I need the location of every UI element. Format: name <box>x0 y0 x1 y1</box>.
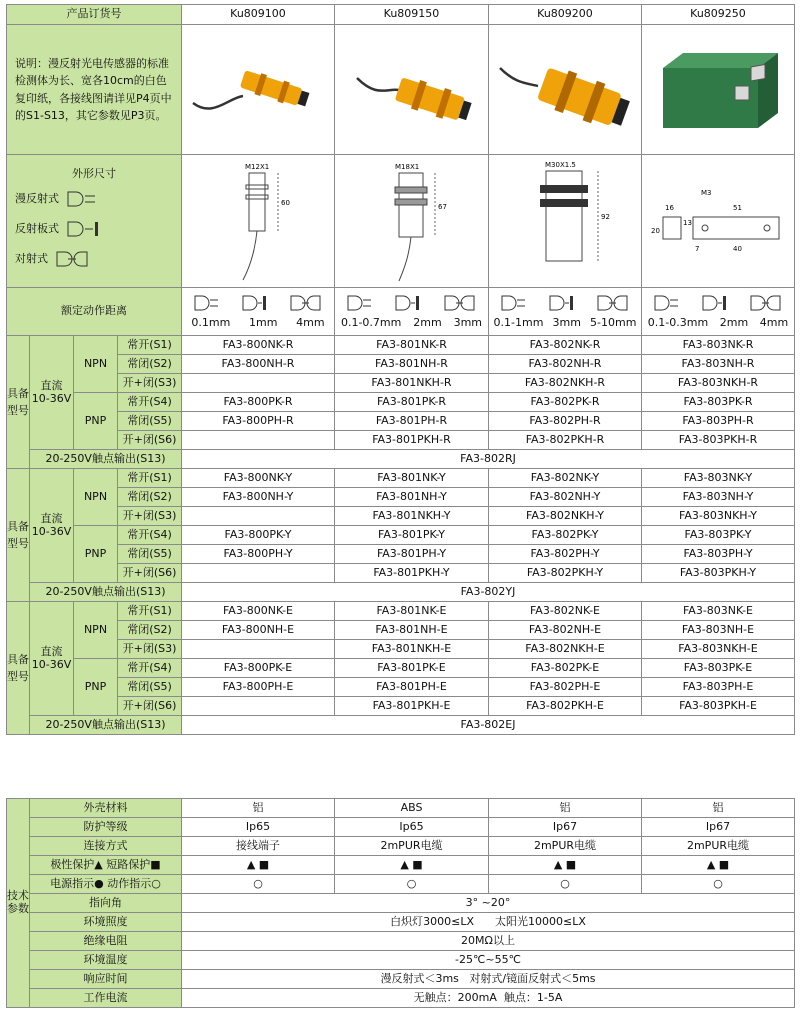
model-code-cell: FA3-802NK-Y <box>489 469 642 488</box>
model-3: Ku809200 <box>489 5 642 25</box>
model-code-cell: FA3-803NH-R <box>642 355 795 374</box>
model-code-cell: FA3-800NH-R <box>182 355 335 374</box>
box-16: 16 <box>665 204 674 213</box>
output-type-label: 开+闭(S6) <box>118 431 182 450</box>
model-code-cell: FA3-801NKH-Y <box>335 507 489 526</box>
model-code-cell: FA3-802PH-E <box>489 678 642 697</box>
relay-output-label: 20-250V触点输出(S13) <box>30 450 182 469</box>
spec-value: 白炽灯3000≤LX 太阳光10000≤LX <box>182 913 795 932</box>
model-code-cell: FA3-801NKH-E <box>335 640 489 659</box>
spec-value: ○ <box>335 875 489 894</box>
spec-value: 铝 <box>642 799 795 818</box>
spec-value: 接线端子 <box>182 837 335 856</box>
relay-output-model: FA3-802YJ <box>182 583 795 602</box>
model-code-cell: FA3-801PH-E <box>335 678 489 697</box>
spec-value: Ip65 <box>182 818 335 837</box>
model-code-cell: FA3-802NK-E <box>489 602 642 621</box>
model-code-cell: FA3-802NKH-E <box>489 640 642 659</box>
model-code-cell: FA3-803NH-Y <box>642 488 795 507</box>
through-beam-icon <box>443 294 477 316</box>
model-code-cell: FA3-803PKH-R <box>642 431 795 450</box>
output-type-label: 常闭(S2) <box>118 488 182 507</box>
output-type-label: 常开(S4) <box>118 659 182 678</box>
model-code-cell: FA3-801PKH-E <box>335 697 489 716</box>
model-code-cell: FA3-803NKH-Y <box>642 507 795 526</box>
model-code-cell: FA3-803PK-E <box>642 659 795 678</box>
model-2: Ku809150 <box>335 5 489 25</box>
output-type-label: 常闭(S2) <box>118 621 182 640</box>
drawing-m18 <box>335 155 489 288</box>
output-type-label: 常闭(S5) <box>118 678 182 697</box>
photo-box-sensor <box>642 25 795 155</box>
model-code-cell: FA3-802PK-E <box>489 659 642 678</box>
sensing-values <box>642 317 794 330</box>
spec-name: 环境温度 <box>30 951 182 970</box>
mode-through-beam-label: 对射式 <box>15 251 48 265</box>
m18-length: 67 <box>437 203 447 212</box>
sensing-icons <box>182 293 334 315</box>
sensing-values <box>182 317 334 330</box>
tech-params-label: 技术参数 <box>7 799 30 1008</box>
tech-spec-table <box>6 798 795 1008</box>
spec-value: 无触点：200mA 触点：1-5A <box>182 989 795 1008</box>
model-code-cell: FA3-801PK-R <box>335 393 489 412</box>
box-m3-label: M3 <box>701 189 712 198</box>
spec-value: 铝 <box>182 799 335 818</box>
sensing-distance-value: 3mm <box>552 316 581 330</box>
model-code-cell: FA3-802NKH-Y <box>489 507 642 526</box>
model-code-cell: FA3-801PH-R <box>335 412 489 431</box>
box-13: 13 <box>683 219 692 228</box>
pnp-label: PNP <box>74 393 118 450</box>
spec-value: ▲ ■ <box>335 856 489 875</box>
m30-thread-label: M30X1.5 <box>545 161 576 170</box>
model-code-cell: FA3-802NH-R <box>489 355 642 374</box>
dc-voltage-label: 直流 10-36V <box>30 602 74 716</box>
model-code-cell: FA3-801PK-E <box>335 659 489 678</box>
output-type-label: 开+闭(S6) <box>118 697 182 716</box>
sensing-distance-value: 2mm <box>413 316 442 330</box>
sensing-icons <box>335 293 488 315</box>
model-code-cell: FA3-801NK-E <box>335 602 489 621</box>
order-number-label: 产品订货号 <box>7 5 182 25</box>
model-code-cell: FA3-803PKH-Y <box>642 564 795 583</box>
output-type-label: 常开(S4) <box>118 393 182 412</box>
box-40: 40 <box>733 245 742 254</box>
spec-value: 漫反射式＜3ms 对射式/镜面反射式＜5ms <box>182 970 795 989</box>
spec-value: Ip67 <box>489 818 642 837</box>
diffuse-icon <box>193 294 219 316</box>
spec-name: 防护等级 <box>30 818 182 837</box>
sensing-cell-4 <box>642 288 795 336</box>
sensing-distance-value: 0.1-1mm <box>493 316 544 330</box>
spec-value: ○ <box>489 875 642 894</box>
model-code-cell: FA3-802PKH-Y <box>489 564 642 583</box>
model-code-cell <box>182 640 335 659</box>
sensing-distance-value: 4mm <box>759 316 789 330</box>
reflector-icon <box>241 294 267 316</box>
spec-value: Ip65 <box>335 818 489 837</box>
sensing-values <box>335 317 488 330</box>
relay-output-model: FA3-802EJ <box>182 716 795 735</box>
through-beam-icon <box>749 294 783 316</box>
spec-name: 极性保护▲ 短路保护■ <box>30 856 182 875</box>
relay-output-label: 20-250V触点输出(S13) <box>30 716 182 735</box>
model-code-cell: FA3-801NK-Y <box>335 469 489 488</box>
m30-length: 92 <box>601 213 610 222</box>
spec-value: ○ <box>642 875 795 894</box>
model-code-cell: FA3-800PH-Y <box>182 545 335 564</box>
reflector-icon <box>701 294 727 316</box>
relay-output-label: 20-250V触点输出(S13) <box>30 583 182 602</box>
model-code-cell: FA3-800PK-E <box>182 659 335 678</box>
dimension-title: 外形尺寸 <box>72 166 116 180</box>
model-code-cell: FA3-801NH-R <box>335 355 489 374</box>
model-code-cell: FA3-803PH-E <box>642 678 795 697</box>
spec-value: ▲ ■ <box>489 856 642 875</box>
model-code-cell: FA3-800PH-E <box>182 678 335 697</box>
sensing-icons <box>642 293 794 315</box>
spec-value: ABS <box>335 799 489 818</box>
model-code-cell: FA3-800NK-Y <box>182 469 335 488</box>
model-code-cell: FA3-802NH-E <box>489 621 642 640</box>
diffuse-mode-icon <box>65 189 101 209</box>
spec-value: 2mPUR电缆 <box>489 837 642 856</box>
model-code-cell: FA3-800PK-R <box>182 393 335 412</box>
drawing-m30 <box>489 155 642 288</box>
pnp-label: PNP <box>74 659 118 716</box>
model-code-cell: FA3-803NKH-E <box>642 640 795 659</box>
spec-value: 20MΩ以上 <box>182 932 795 951</box>
sensing-icons <box>489 293 641 315</box>
spec-name: 连接方式 <box>30 837 182 856</box>
model-code-cell: FA3-803NKH-R <box>642 374 795 393</box>
model-code-cell: FA3-802NKH-R <box>489 374 642 393</box>
relay-output-model: FA3-802RJ <box>182 450 795 469</box>
model-code-cell: FA3-800NK-E <box>182 602 335 621</box>
spec-name: 指向角 <box>30 894 182 913</box>
model-code-cell: FA3-801PK-Y <box>335 526 489 545</box>
spec-value: Ip67 <box>642 818 795 837</box>
model-code-cell: FA3-802PH-R <box>489 412 642 431</box>
model-1: Ku809100 <box>182 5 335 25</box>
npn-label: NPN <box>74 336 118 393</box>
sensing-cell-3 <box>489 288 642 336</box>
model-code-cell: FA3-801NK-R <box>335 336 489 355</box>
output-type-label: 常闭(S2) <box>118 355 182 374</box>
sensing-distance-value: 5-10mm <box>590 316 637 330</box>
box-20: 20 <box>651 227 660 236</box>
through-beam-icon <box>289 294 323 316</box>
photo-m30-sensor <box>489 25 642 155</box>
model-code-cell: FA3-802PK-R <box>489 393 642 412</box>
spec-name: 环境照度 <box>30 913 182 932</box>
drawing-m12 <box>182 155 335 288</box>
model-code-cell: FA3-801PKH-R <box>335 431 489 450</box>
available-models-label: 具备型号 <box>7 469 30 602</box>
spec-name: 响应时间 <box>30 970 182 989</box>
photo-m12-sensor <box>182 25 335 155</box>
m18-thread-label: M18X1 <box>394 163 419 172</box>
output-type-label: 开+闭(S3) <box>118 507 182 526</box>
model-code-cell: FA3-800PH-R <box>182 412 335 431</box>
sensing-values <box>489 317 641 330</box>
spec-value: 铝 <box>489 799 642 818</box>
model-code-cell: FA3-800NH-E <box>182 621 335 640</box>
note-text: 说明：漫反射光电传感器的标准检测体为长、宽各10cm的白色复印纸，各接线图请详见P4页中的S1-S13，其它参数见P3页。 <box>7 25 182 155</box>
diffuse-icon <box>346 294 372 316</box>
model-code-cell: FA3-802NK-R <box>489 336 642 355</box>
model-code-cell: FA3-803PH-R <box>642 412 795 431</box>
model-code-cell <box>182 431 335 450</box>
pnp-label: PNP <box>74 526 118 583</box>
model-4: Ku809250 <box>642 5 795 25</box>
model-code-cell: FA3-803PKH-E <box>642 697 795 716</box>
sensing-cell-2 <box>335 288 489 336</box>
model-code-cell <box>182 697 335 716</box>
output-type-label: 开+闭(S3) <box>118 640 182 659</box>
output-type-label: 常开(S1) <box>118 602 182 621</box>
output-type-label: 常开(S4) <box>118 526 182 545</box>
model-code-cell: FA3-803PH-Y <box>642 545 795 564</box>
model-code-cell: FA3-803NK-E <box>642 602 795 621</box>
model-code-cell <box>182 374 335 393</box>
model-code-cell: FA3-802PKH-R <box>489 431 642 450</box>
model-code-cell: FA3-801NH-Y <box>335 488 489 507</box>
dimension-legend <box>7 155 182 288</box>
model-code-cell: FA3-803NK-R <box>642 336 795 355</box>
box-7: 7 <box>695 245 700 254</box>
sensing-distance-value: 0.1-0.7mm <box>340 316 402 330</box>
output-type-label: 常开(S1) <box>118 469 182 488</box>
spec-value: 2mPUR电缆 <box>642 837 795 856</box>
dc-voltage-label: 直流 10-36V <box>30 336 74 450</box>
model-code-cell: FA3-802PKH-E <box>489 697 642 716</box>
diffuse-icon <box>653 294 679 316</box>
model-code-cell: FA3-801NKH-R <box>335 374 489 393</box>
model-code-cell: FA3-800NH-Y <box>182 488 335 507</box>
output-type-label: 常闭(S5) <box>118 412 182 431</box>
available-models-label: 具备型号 <box>7 602 30 735</box>
mode-diffuse-label: 漫反射式 <box>15 191 59 205</box>
reflector-icon <box>548 294 574 316</box>
model-code-cell: FA3-800PK-Y <box>182 526 335 545</box>
spec-value: 2mPUR电缆 <box>335 837 489 856</box>
reflector-mode-icon <box>65 219 101 239</box>
spec-name: 工作电流 <box>30 989 182 1008</box>
model-code-cell: FA3-802PH-Y <box>489 545 642 564</box>
output-type-label: 开+闭(S6) <box>118 564 182 583</box>
drawing-box <box>642 155 795 288</box>
model-code-cell: FA3-803NK-Y <box>642 469 795 488</box>
m12-length: 60 <box>281 199 290 208</box>
model-code-cell: FA3-803PK-Y <box>642 526 795 545</box>
diffuse-icon <box>500 294 526 316</box>
model-code-cell: FA3-802NH-Y <box>489 488 642 507</box>
reflector-icon <box>394 294 420 316</box>
mode-reflector-label: 反射板式 <box>15 221 59 235</box>
m12-thread-label: M12X1 <box>245 163 270 172</box>
sensing-distance-value: 4mm <box>296 316 325 330</box>
through-beam-icon <box>596 294 630 316</box>
sensing-distance-value: 2mm <box>719 316 749 330</box>
output-type-label: 开+闭(S3) <box>118 374 182 393</box>
sensing-distance-value: 1mm <box>249 316 278 330</box>
sensing-distance-value: 0.1mm <box>191 316 231 330</box>
model-code-cell: FA3-803PK-R <box>642 393 795 412</box>
spec-name: 电源指示● 动作指示○ <box>30 875 182 894</box>
output-type-label: 常闭(S5) <box>118 545 182 564</box>
sensing-distance-value: 3mm <box>453 316 483 330</box>
model-code-cell <box>182 507 335 526</box>
model-code-cell: FA3-802PK-Y <box>489 526 642 545</box>
spec-value: ○ <box>182 875 335 894</box>
model-code-cell: FA3-801PKH-Y <box>335 564 489 583</box>
output-type-label: 常开(S1) <box>118 336 182 355</box>
through-beam-mode-icon <box>54 249 90 269</box>
model-code-cell <box>182 564 335 583</box>
box-51: 51 <box>733 204 742 213</box>
spec-name: 外壳材料 <box>30 799 182 818</box>
dc-voltage-label: 直流 10-36V <box>30 469 74 583</box>
photo-m18-sensor <box>335 25 489 155</box>
model-code-cell: FA3-803NH-E <box>642 621 795 640</box>
npn-label: NPN <box>74 602 118 659</box>
available-models-label: 具备型号 <box>7 336 30 469</box>
spec-value: ▲ ■ <box>642 856 795 875</box>
model-code-cell: FA3-800NK-R <box>182 336 335 355</box>
spec-value: -25℃~55℃ <box>182 951 795 970</box>
spec-name: 绝缘电阻 <box>30 932 182 951</box>
model-code-cell: FA3-801NH-E <box>335 621 489 640</box>
sensing-cell-1 <box>182 288 335 336</box>
product-table <box>6 4 795 735</box>
npn-label: NPN <box>74 469 118 526</box>
spec-value: 3° ~20° <box>182 894 795 913</box>
model-code-cell: FA3-801PH-Y <box>335 545 489 564</box>
sensing-distance-label: 额定动作距离 <box>7 288 182 336</box>
sensing-distance-value: 0.1-0.3mm <box>647 316 709 330</box>
spec-value: ▲ ■ <box>182 856 335 875</box>
